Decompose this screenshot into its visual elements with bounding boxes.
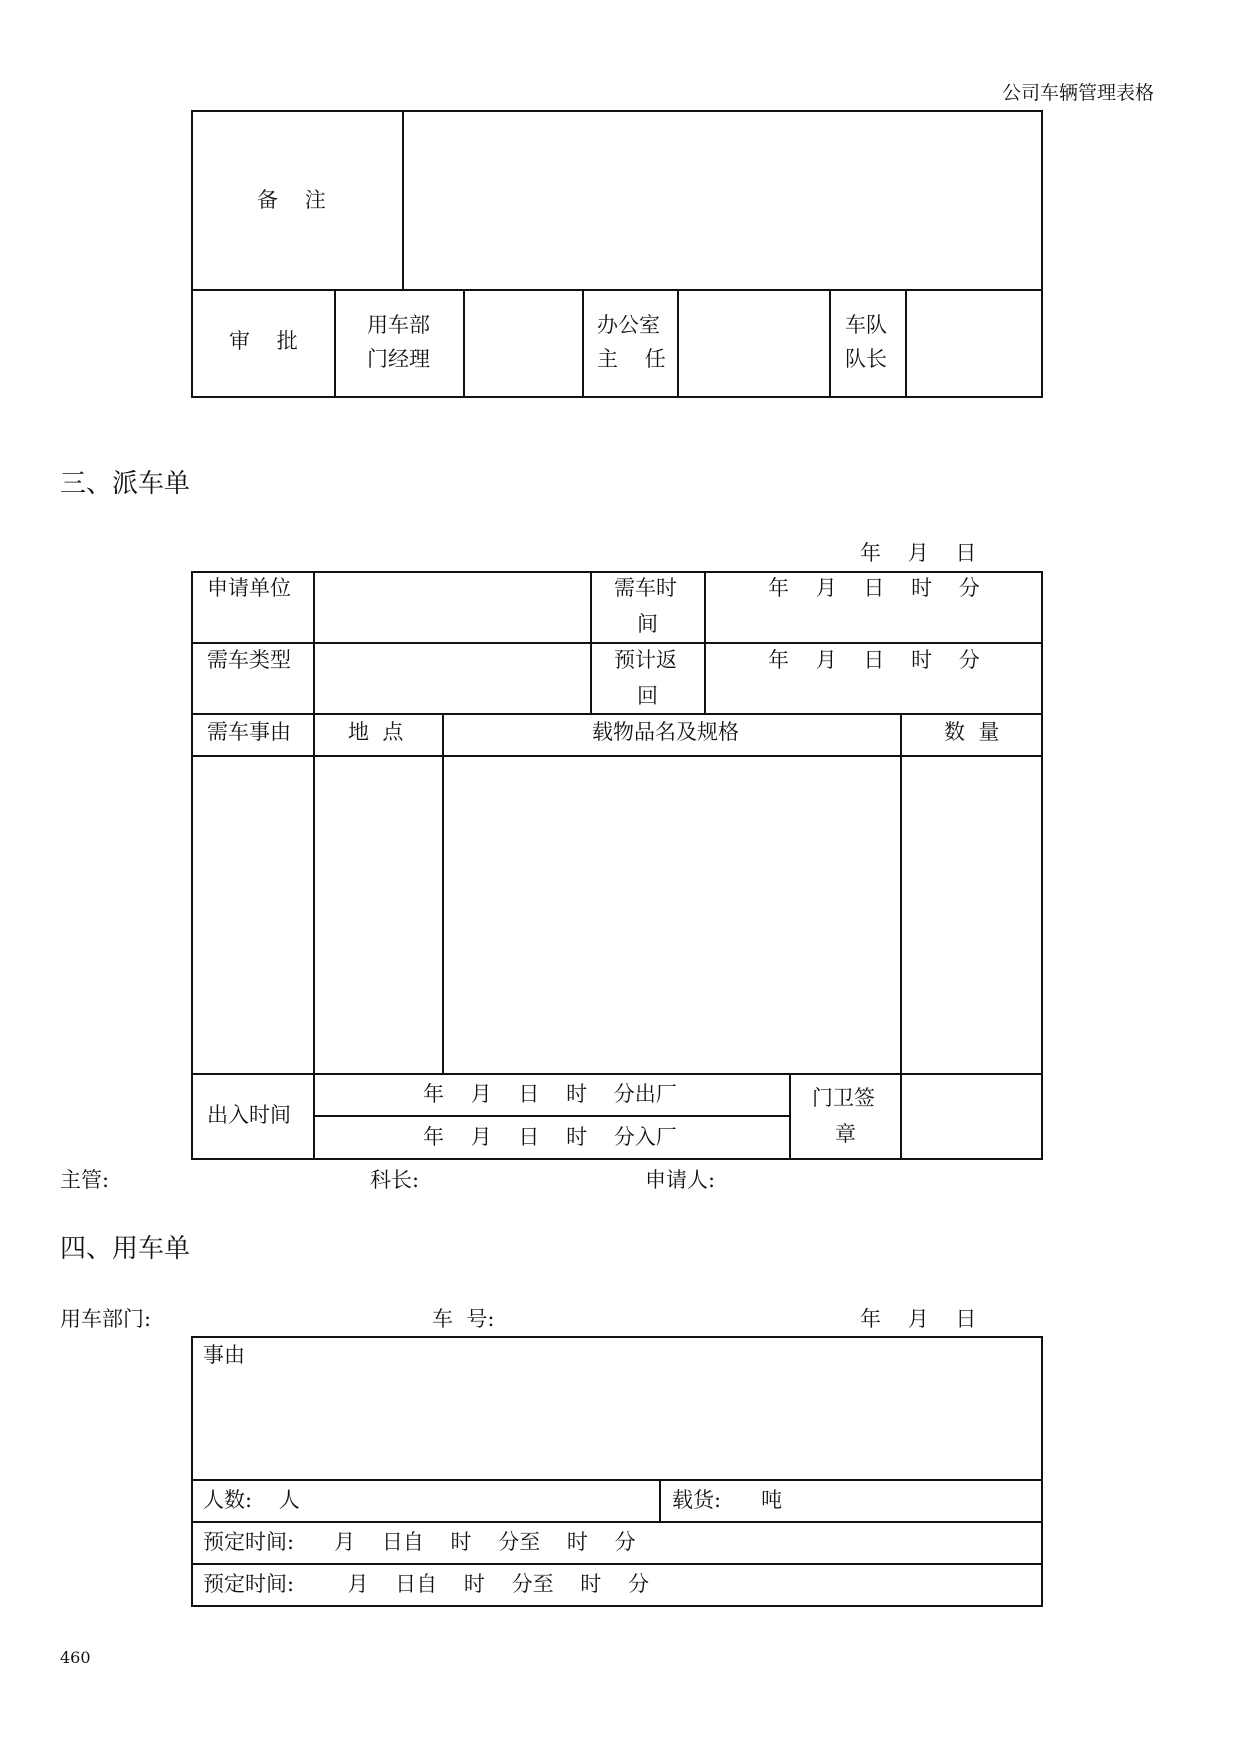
fleet-leader-label-1: 车队 [845, 313, 887, 337]
in-time-line: 年 月 日 时 分入厂 [423, 1125, 677, 1149]
out-time-line: 年 月 日 时 分出厂 [423, 1082, 677, 1106]
quantity-label: 数 量 [944, 720, 1000, 744]
section3-title: 三、派车单 [60, 469, 191, 499]
apply-unit-label: 申请单位 [207, 576, 291, 600]
people-count-label: 人数: 人 [203, 1488, 300, 1512]
supervisor-label: 主管: [60, 1168, 110, 1192]
return-label-2: 回 [637, 684, 658, 708]
inout-time-label: 出入时间 [207, 1103, 291, 1127]
section-chief-label: 科长: [370, 1168, 420, 1192]
header-title: 公司车辆管理表格 [1002, 82, 1155, 104]
need-time-label-1: 需车时 [614, 576, 677, 600]
usage-table [191, 1336, 1043, 1607]
remarks-label: 备 注 [257, 188, 326, 212]
approve-label: 审 批 [229, 329, 298, 353]
section4-title: 四、用车单 [60, 1234, 191, 1264]
section3-date-line: 年 月 日 [860, 541, 977, 565]
page-number: 460 [60, 1648, 91, 1667]
goods-label: 载物品名及规格 [592, 720, 739, 744]
applicant-label: 申请人: [645, 1168, 716, 1192]
car-type-label: 需车类型 [207, 648, 291, 672]
guard-label-1: 门卫签 [812, 1086, 875, 1110]
dept-manager-label-2: 门经理 [367, 347, 430, 371]
need-time-fill: 年 月 日 时 分 [768, 576, 980, 600]
office-director-label-1: 办公室 [597, 313, 660, 337]
schedule-row-1: 预定时间: 月 日自 时 分至 时 分 [203, 1530, 636, 1554]
return-label-1: 预计返 [614, 648, 677, 672]
place-label: 地 点 [348, 720, 404, 744]
use-dept-label: 用车部门: [60, 1307, 152, 1331]
schedule-row-2: 预定时间: 月 日自 时 分至 时 分 [203, 1572, 649, 1596]
reason-label: 需车事由 [207, 720, 291, 744]
fleet-leader-label-2: 队长 [845, 347, 887, 371]
guard-label-2: 章 [835, 1122, 856, 1146]
section4-date-line: 年 月 日 [860, 1307, 977, 1331]
cargo-label: 载货: 吨 [672, 1488, 783, 1512]
dept-manager-label-1: 用车部 [367, 313, 430, 337]
need-time-label-2: 间 [637, 612, 658, 636]
office-director-label-2: 主 任 [597, 347, 666, 371]
usage-reason-label: 事由 [203, 1343, 245, 1367]
car-no-label: 车 号: [432, 1307, 495, 1331]
return-time-fill: 年 月 日 时 分 [768, 648, 980, 672]
